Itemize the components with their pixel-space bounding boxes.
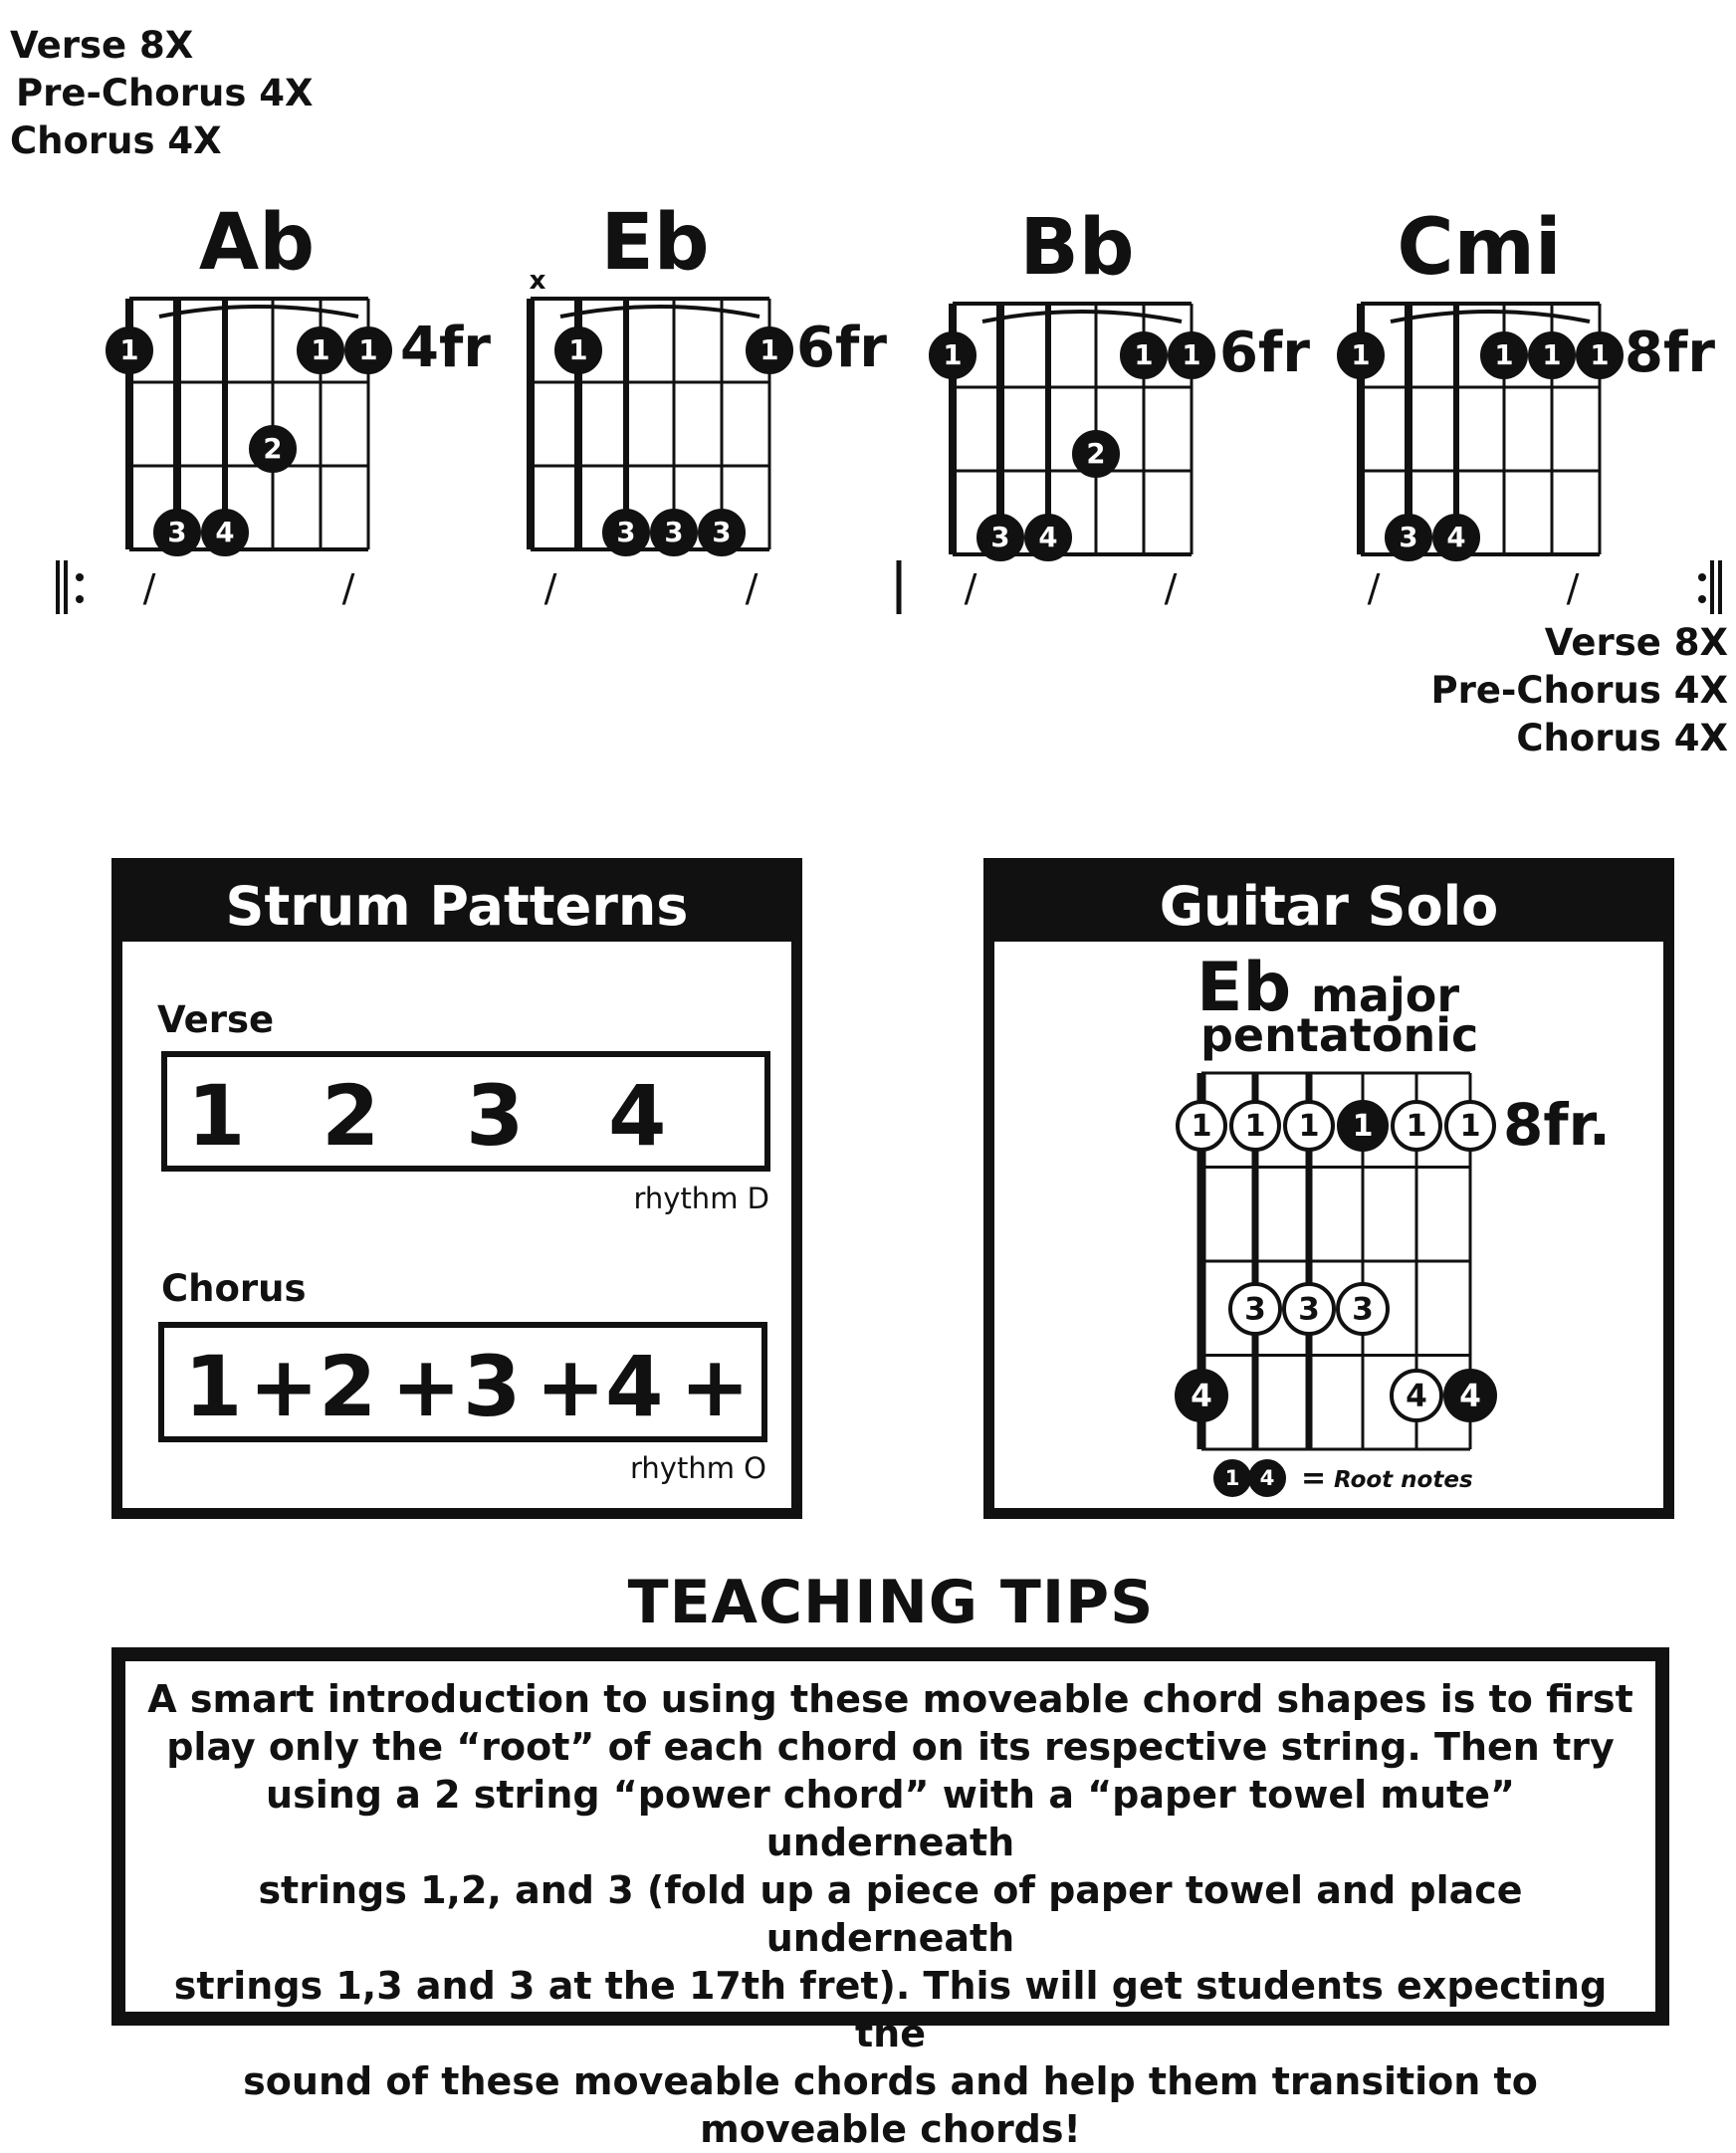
teaching-tips-title: TEACHING TIPS: [627, 1568, 1155, 1637]
finger-number: 1: [1298, 1109, 1320, 1145]
finger-number: 3: [1298, 1291, 1320, 1328]
finger-number: 1: [1191, 1109, 1212, 1145]
tip-line: strings 1,2, and 3 (fold up a piece of paper towel and place underneath: [258, 1868, 1523, 1960]
mute-mark: x: [529, 266, 546, 296]
tip-line: moveable chords!: [700, 2107, 1081, 2151]
finger-number: 1: [1134, 339, 1154, 372]
fret-position-label: 8fr: [1625, 321, 1715, 385]
rhythm-slash: /: [142, 566, 156, 610]
legend-equals: =: [1301, 1461, 1327, 1496]
count-and: +: [536, 1338, 606, 1435]
finger-number: 3: [712, 517, 732, 549]
scale-word-major: major: [1311, 969, 1460, 1022]
count-1: 1: [184, 1338, 243, 1435]
teaching-tips-text: [143, 1675, 1637, 2153]
count-and: +: [249, 1338, 320, 1435]
section-prechorus: Pre-Chorus 4X: [1430, 669, 1728, 712]
rhythm-slash: /: [964, 566, 977, 610]
finger-number: 4: [1038, 522, 1058, 554]
chorus-rhythm-label: rhythm O: [630, 1451, 766, 1485]
chord-name: Bb: [1019, 203, 1135, 293]
count-and: +: [391, 1338, 462, 1435]
verse-label: Verse: [157, 998, 275, 1041]
finger-number: 4: [1191, 1378, 1212, 1414]
fret-position-label: 8fr.: [1503, 1091, 1611, 1159]
chord-name: Eb: [600, 198, 710, 288]
finger-number: 4: [1406, 1378, 1427, 1414]
verse-rhythm-label: rhythm D: [633, 1182, 769, 1215]
finger-number: 1: [760, 334, 779, 367]
count-4: 4: [605, 1338, 664, 1435]
finger-number: 1: [1590, 339, 1610, 372]
chord-name: Cmi: [1397, 203, 1562, 293]
rhythm-slash: /: [543, 566, 557, 610]
section-verse: Verse 8X: [1544, 621, 1728, 664]
rhythm-slash: /: [1164, 566, 1178, 610]
finger-number: 1: [358, 334, 378, 367]
finger-number: 1: [311, 334, 330, 367]
finger-number: 1: [1224, 1466, 1240, 1492]
count-2: 2: [319, 1338, 377, 1435]
finger-number: 1: [1352, 1109, 1374, 1145]
finger-number: 4: [215, 517, 235, 549]
finger-number: 1: [1459, 1109, 1481, 1145]
tip-line: play only the “root” of each chord on its respective string. Then try: [166, 1725, 1615, 1769]
finger-number: 4: [1459, 1378, 1481, 1414]
section-verse: Verse 8X: [10, 24, 194, 67]
finger-number: 1: [1244, 1109, 1266, 1145]
finger-number: 3: [616, 517, 636, 549]
finger-number: 1: [568, 334, 588, 367]
tip-line: strings 1,3 and 3 at the 17th fret). This will get students expecting the: [173, 1964, 1608, 2055]
finger-number: 4: [1259, 1466, 1275, 1492]
finger-number: 1: [119, 334, 139, 367]
count-3: 3: [463, 1338, 522, 1435]
strum-patterns-title: Strum Patterns: [122, 869, 791, 942]
scale-word-pentatonic: pentatonic: [1200, 1008, 1479, 1062]
count-and: +: [680, 1338, 751, 1435]
rhythm-slash: /: [341, 566, 355, 610]
rhythm-slash: /: [1566, 566, 1580, 610]
section-chorus: Chorus 4X: [10, 119, 222, 162]
count-3: 3: [466, 1067, 525, 1165]
finger-number: 1: [943, 339, 963, 372]
count-4: 4: [608, 1067, 667, 1165]
finger-number: 3: [990, 522, 1010, 554]
finger-number: 2: [263, 433, 283, 466]
finger-number: 1: [1542, 339, 1562, 372]
finger-number: 3: [1352, 1291, 1374, 1328]
fret-position-label: 6fr: [1219, 321, 1310, 385]
finger-number: 1: [1406, 1109, 1427, 1145]
scale-key: Eb: [1196, 949, 1292, 1027]
guitar-solo-title: Guitar Solo: [994, 869, 1663, 942]
rhythm-slash: /: [1367, 566, 1381, 610]
chord-name: Ab: [198, 198, 316, 288]
finger-number: 3: [1399, 522, 1418, 554]
rhythm-slash: /: [745, 566, 759, 610]
finger-number: 1: [1494, 339, 1514, 372]
count-2: 2: [322, 1067, 380, 1165]
teaching-tips-box: [111, 1647, 1669, 2151]
finger-number: 1: [1351, 339, 1371, 372]
finger-number: 1: [1182, 339, 1201, 372]
finger-number: 3: [664, 517, 684, 549]
tip-line: A smart introduction to using these moveable chord shapes is to first: [147, 1677, 1633, 1721]
tip-line: using a 2 string “power chord” with a “paper towel mute” underneath: [266, 1773, 1515, 1864]
section-prechorus: Pre-Chorus 4X: [16, 72, 314, 114]
count-1: 1: [187, 1067, 246, 1165]
fret-position-label: 6fr: [796, 316, 887, 380]
finger-number: 4: [1446, 522, 1466, 554]
chorus-label: Chorus: [161, 1267, 307, 1310]
finger-number: 3: [167, 517, 187, 549]
finger-number: 3: [1244, 1291, 1266, 1328]
finger-number: 2: [1086, 438, 1106, 471]
fret-position-label: 4fr: [400, 316, 491, 380]
section-chorus: Chorus 4X: [1516, 717, 1728, 759]
tip-line: sound of these moveable chords and help them transition to: [243, 2059, 1538, 2103]
legend-text: Root notes: [1334, 1467, 1473, 1493]
